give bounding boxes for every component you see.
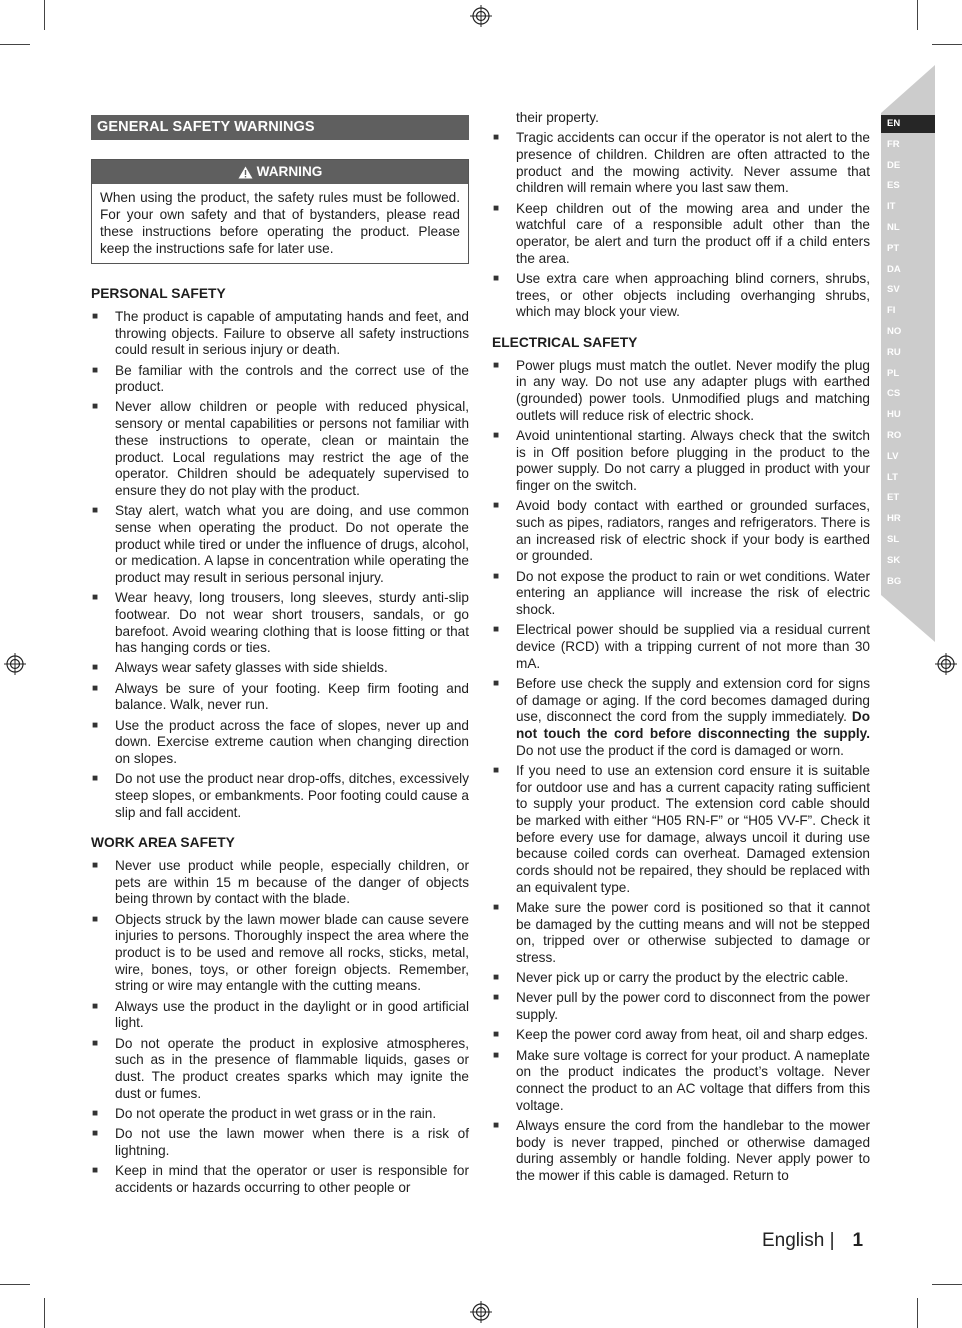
language-tab-cs[interactable]: CS <box>881 385 935 403</box>
language-tab-sk[interactable]: SK <box>881 552 935 570</box>
language-tab-fi[interactable]: FI <box>881 302 935 320</box>
list-item: ■ Avoid unintentional starting. Always check that the switch is in Off position before plugging in the product to the power supply. Do not carry a plugged in product with your finger on the switch. <box>493 427 870 494</box>
crop-mark <box>932 44 962 45</box>
crop-mark <box>44 1298 45 1328</box>
list-item: ■ Do not use the lawn mower when there is a risk of lightning. <box>92 1126 469 1158</box>
footer-language: English | <box>762 1230 835 1251</box>
language-tab-de[interactable]: DE <box>881 157 935 175</box>
language-tab-es[interactable]: ES <box>881 177 935 195</box>
language-tab-it[interactable]: IT <box>881 198 935 216</box>
language-tab-pl[interactable]: PL <box>881 365 935 383</box>
left-column <box>91 115 469 1210</box>
registration-mark-icon <box>4 653 26 675</box>
work-area-safety-list <box>91 858 469 1196</box>
language-tab-pt[interactable]: PT <box>881 240 935 258</box>
crop-mark <box>917 1298 918 1328</box>
list-item: ■ Never pull by the power cord to disconnect from the power supply. <box>493 990 870 1023</box>
personal-safety-list <box>91 309 469 821</box>
language-tab-ru[interactable]: RU <box>881 344 935 362</box>
list-item: ■ If you need to use an extension cord ensure it is suitable for outdoor use and has a current capacity rating sufficient to supply your product. The extension cord cable should be marked with either “H05 RN-F” or “H05 VV-F”. Check it before every use for damage, always uncoil it during use because coiled cords can overheat. Damaged extension cords should not be repaired, they should be replaced with an equivalent type. <box>493 762 870 895</box>
language-tab-ro[interactable]: RO <box>881 427 935 445</box>
list-item: ■ Keep children out of the mowing area and under the watchful care of a responsible adult other than the operator, be alert and turn the product off if a child enters the area. <box>493 200 870 266</box>
warning-triangle-icon <box>238 166 253 179</box>
warning-label: WARNING <box>256 163 323 179</box>
list-item: ■ Make sure voltage is correct for your product. A nameplate on the product indicates the product’s voltage. Never connect the product to an AC voltage that differs from this voltage. <box>493 1047 870 1113</box>
list-item: ■ Never allow children or people with reduced physical, sensory or mental capabilities or persons not familiar with these instructions to operate, clean or maintain the product. Local regulations may restrict the age of the operator. Children should be adequately supervised to ensure they do not play with the product. <box>92 399 469 498</box>
crop-mark <box>917 0 918 30</box>
list-item: ■ Always wear safety glasses with side shields. <box>92 660 388 676</box>
language-tab-en[interactable]: EN <box>881 115 935 133</box>
list-item: ■ Objects struck by the lawn mower blade can cause severe injuries to persons. Thoroughly inspect the area where the product is to be used and remove all rocks, sticks, metal, wire, bones, toys, or other foreign objects. Remember, string or wire may entangle with the cutting means. <box>92 911 469 994</box>
language-tab-et[interactable]: ET <box>881 489 935 507</box>
right-column <box>492 110 870 1199</box>
language-tab-hr[interactable]: HR <box>881 510 935 528</box>
list-item: ■ Do not operate the product in wet grass or in the rain. <box>92 1105 437 1121</box>
list-item: ■ Do not operate the product in explosive atmospheres, such as in the presence of flammable liquids, gases or dust. The product creates sparks which may ignite the dust or fumes. <box>92 1035 469 1101</box>
list-item: ■ Keep the power cord away from heat, oil and sharp edges. <box>493 1027 869 1043</box>
warning-text: When using the product, the safety rules must be followed. For your own safety and that of bystanders, please read these instructions before operating the product. Please keep the instructions safe for later use. <box>100 190 460 256</box>
page-footer <box>762 1230 863 1252</box>
list-item: ■ Use extra care when approaching blind corners, shrubs, trees, or other objects including overhanging shrubs, which may block your view. <box>493 270 870 320</box>
registration-mark-icon <box>470 5 492 27</box>
list-item: ■ Use the product across the face of slopes, never up and down. Exercise extreme caution when changing direction on slopes. <box>92 717 469 766</box>
language-tab-nl[interactable]: NL <box>881 219 935 237</box>
list-item: ■ Keep in mind that the operator or user is responsible for accidents or hazards occurring to other people or <box>92 1162 469 1195</box>
list-item: ■ Before use check the supply and extension cord for signs of damage or aging. If the cord becomes damaged during use, disconnect the cord from the supply immediately. Do not touch the cord before disconnecting the supply. Do not use the product if the cord is damaged or worn. <box>493 675 870 758</box>
personal-safety-heading: PERSONAL SAFETY <box>91 286 226 302</box>
list-item: ■ Electrical power should be supplied via a residual current device (RCD) with a tripping current of not more than 30 mA. <box>493 622 870 671</box>
warning-box <box>91 159 469 265</box>
language-tab-fr[interactable]: FR <box>881 136 935 154</box>
list-item: ■ Be familiar with the controls and the correct use of the product. <box>92 362 469 395</box>
crop-mark <box>44 0 45 30</box>
list-item: ■ Power plugs must match the outlet. Never modify the plug in any way. Do not use any adapter plugs with earthed (grounded) power tools. Unmodified plugs and matching outlets will reduce risk of electric shock. <box>493 357 870 423</box>
work-area-safety-heading: WORK AREA SAFETY <box>91 835 235 851</box>
work-area-safety-list-continued <box>492 130 870 321</box>
list-item: ■ The product is capable of amputating hands and feet, and throwing objects. Failure to observe all safety instructions could result in serious injury or death. <box>92 308 469 358</box>
list-item: ■ Never use product while people, especially children, or pets are within 15 m because of the danger of objects being thrown by contact with the blade. <box>92 858 469 907</box>
electrical-safety-list <box>492 358 870 1185</box>
language-tab-hu[interactable]: HU <box>881 406 935 424</box>
list-item: ■ Never pick up or carry the product by the electric cable. <box>493 970 849 986</box>
list-item: ■ Wear heavy, long trousers, long sleeves, sturdy anti-slip footwear. Do not wear short trousers, sandals, or go barefoot. Avoid wearing clothing that is loose fitting or that has hanging cords or ties. <box>92 590 469 656</box>
warning-header <box>92 160 468 185</box>
language-tab-no[interactable]: NO <box>881 323 935 341</box>
continued-text: their property. <box>516 110 599 125</box>
list-item: ■ Tragic accidents can occur if the operator is not alert to the presence of children. Children are often attracted to the product and the mowing activity. Never assume that children will remain where you last saw them. <box>493 130 870 196</box>
language-tab-lt[interactable]: LT <box>881 469 935 487</box>
crop-mark <box>0 1284 30 1285</box>
registration-mark-icon <box>935 653 957 675</box>
language-tab-lv[interactable]: LV <box>881 448 935 466</box>
registration-mark-icon <box>470 1301 492 1323</box>
language-tab-sl[interactable]: SL <box>881 531 935 549</box>
list-item: ■ Always be sure of your footing. Keep firm footing and balance. Walk, never run. <box>92 680 469 713</box>
section-title: GENERAL SAFETY WARNINGS <box>91 115 469 140</box>
list-item: ■ Do not use the product near drop-offs, ditches, excessively steep slopes, or embankments. Poor footing could cause a slip and fall accident. <box>92 771 469 820</box>
language-tab-sv[interactable]: SV <box>881 281 935 299</box>
language-tab-bg[interactable]: BG <box>881 573 935 591</box>
crop-mark <box>0 44 30 45</box>
crop-mark <box>932 1284 962 1285</box>
page-number: 1 <box>852 1230 864 1251</box>
list-item: ■ Stay alert, watch what you are doing, and use common sense when operating the product. Do not operate the product while tired or under the influence of drugs, alcohol, or medication. A lapse in concentration while operating the product may result in serious personal injury. <box>92 503 469 585</box>
language-tabs <box>881 65 935 642</box>
list-item: ■ Do not expose the product to rain or wet conditions. Water entering an appliance will increase the risk of electric shock. <box>493 568 870 617</box>
language-tab-da[interactable]: DA <box>881 261 935 279</box>
list-item: ■ Always use the product in the daylight or in good artificial light. <box>92 998 469 1031</box>
list-item: ■ Avoid body contact with earthed or grounded surfaces, such as pipes, radiators, ranges and refrigerators. There is an increased risk of electric shock if your body is earthed or grounded. <box>493 498 870 564</box>
electrical-safety-heading: ELECTRICAL SAFETY <box>492 334 638 350</box>
list-item: ■ Always ensure the cord from the handlebar to the mower body is never trapped, pinched or otherwise damaged during assembly or handle folding. Never apply power to the mower if this cable is damaged. Return to <box>493 1117 870 1183</box>
list-item: ■ Make sure the power cord is positioned so that it cannot be damaged by the cutting means and will not be stepped on, tripped over or otherwise subjected to damage or stress. <box>493 899 870 966</box>
